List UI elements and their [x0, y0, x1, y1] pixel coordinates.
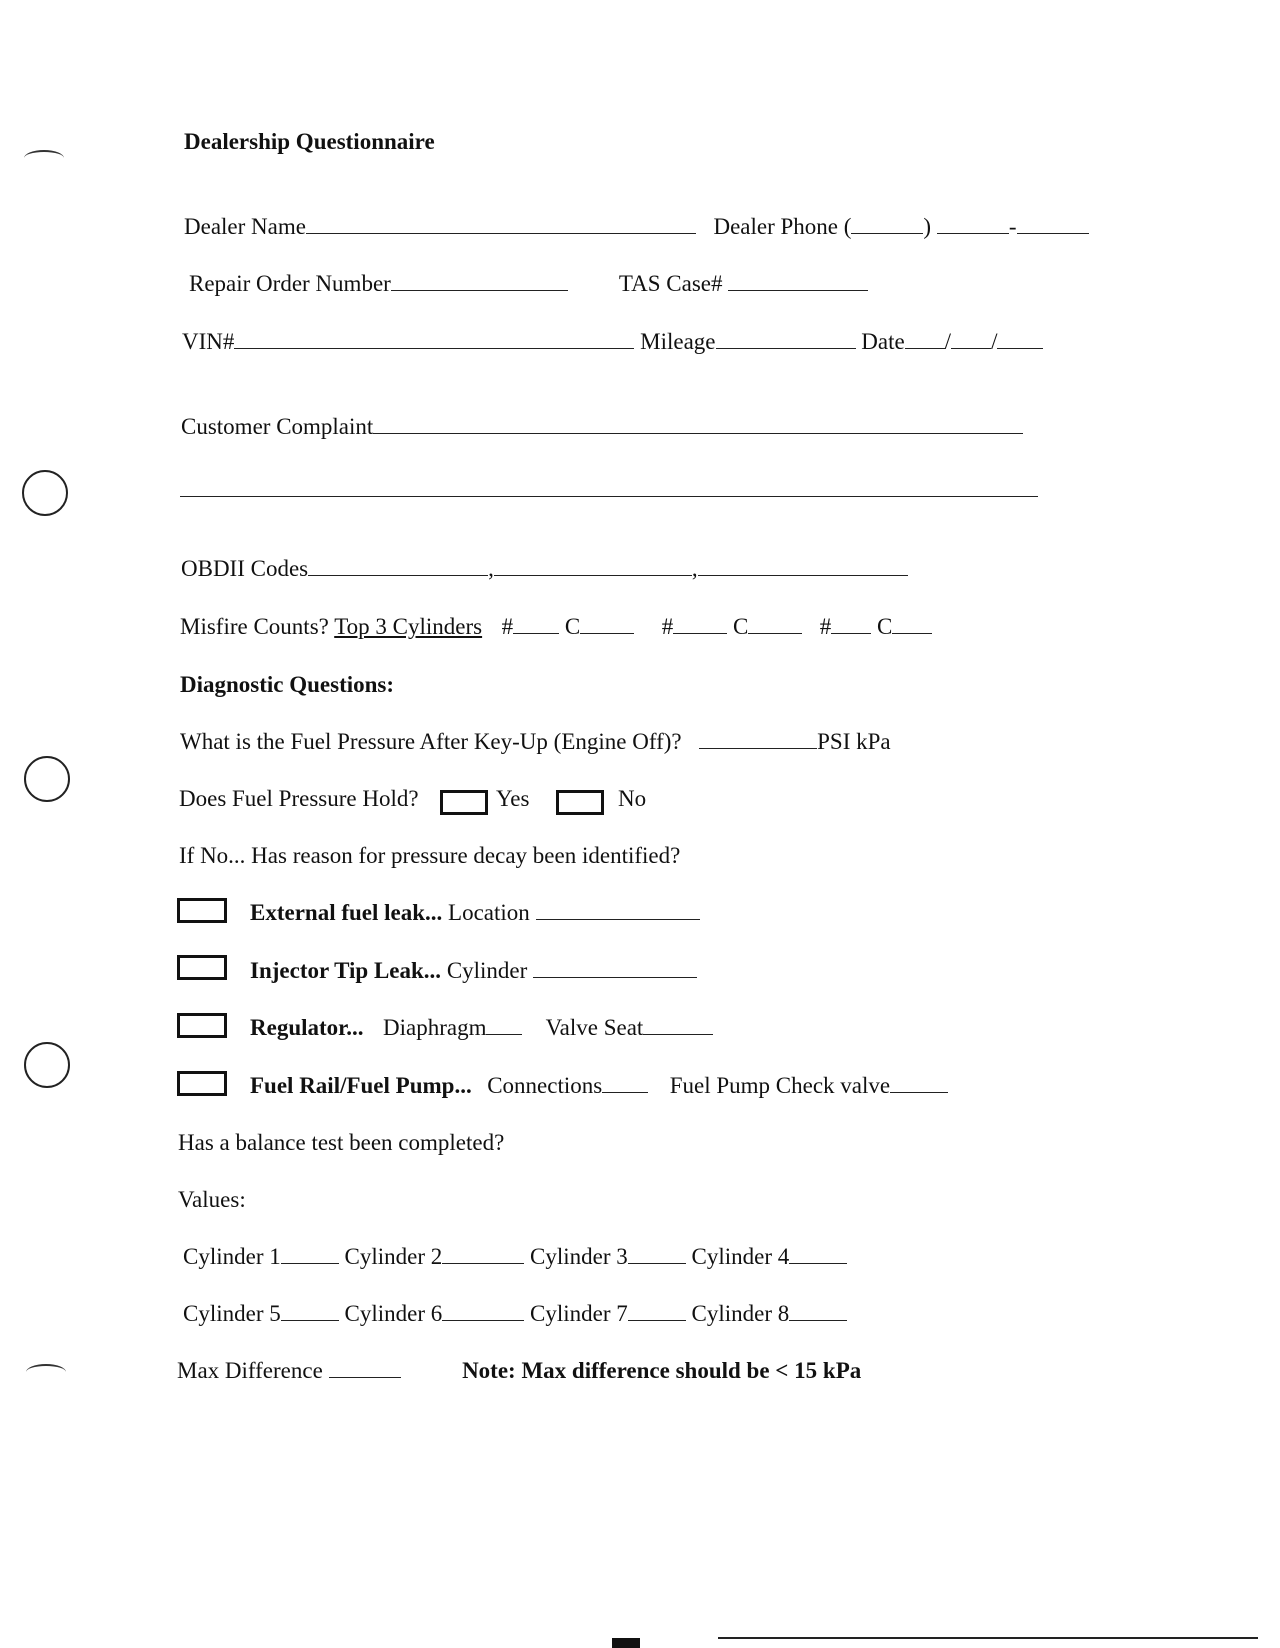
vin-label: VIN#	[182, 329, 235, 354]
external-leak-label: External fuel leak...	[250, 900, 443, 925]
repair-order-label: Repair Order Number	[189, 271, 391, 296]
check-valve-label: Fuel Pump Check valve	[669, 1073, 891, 1098]
obd-sep-2: ,	[691, 556, 698, 581]
dealer-name-field[interactable]	[306, 213, 696, 234]
cylinder-6-label: Cylinder 6	[344, 1301, 443, 1326]
obd-code-1[interactable]	[308, 555, 488, 576]
injector-leak-label: Injector Tip Leak...	[250, 958, 442, 983]
check-valve-field[interactable]	[890, 1072, 948, 1093]
misfire-label: Misfire Counts?	[180, 614, 329, 639]
decay-question: If No... Has reason for pressure decay been identified?	[179, 843, 681, 868]
fuel-rail-checkbox[interactable]	[177, 1071, 227, 1096]
kpa-unit: kPa	[856, 729, 891, 754]
connections-field[interactable]	[602, 1072, 648, 1093]
misfire-hash-3: #	[819, 614, 832, 639]
injector-leak-checkbox[interactable]	[177, 955, 227, 980]
cylinder-7-label: Cylinder 7	[530, 1301, 628, 1326]
footer-mark	[612, 1638, 640, 1648]
misfire-c-3: C	[877, 614, 893, 639]
external-leak-row	[250, 899, 700, 927]
fuel-rail-row	[250, 1072, 948, 1100]
phone-area-field[interactable]	[851, 213, 923, 234]
external-leak-checkbox[interactable]	[177, 898, 227, 923]
date-day-field[interactable]	[951, 328, 991, 349]
repair-row	[189, 270, 868, 298]
max-difference-note: Note: Max difference should be < 15 kPa	[462, 1358, 862, 1383]
diaphragm-field[interactable]	[486, 1014, 522, 1035]
date-slash-1: /	[944, 329, 952, 354]
cylinder-5-field[interactable]	[281, 1300, 339, 1321]
misfire-hash-2: #	[661, 614, 674, 639]
cylinder-1-label: Cylinder 1	[183, 1244, 281, 1269]
external-leak-location-field[interactable]	[536, 899, 700, 920]
dealer-phone-label: Dealer Phone (	[713, 214, 852, 239]
cylinder-8-label: Cylinder 8	[691, 1301, 790, 1326]
misfire-cyl-3[interactable]	[831, 613, 871, 634]
misfire-count-3[interactable]	[892, 613, 932, 634]
phone-close-paren: )	[923, 214, 932, 239]
no-checkbox[interactable]	[556, 790, 604, 815]
diaphragm-label: Diaphragm	[383, 1015, 487, 1040]
injector-leak-cylinder-label: Cylinder	[446, 958, 528, 983]
cylinder-7-field[interactable]	[628, 1300, 686, 1321]
pressure-hold-question: Does Fuel Pressure Hold?	[179, 786, 419, 811]
mileage-field[interactable]	[716, 328, 856, 349]
tas-case-field[interactable]	[728, 270, 868, 291]
cylinder-4-field[interactable]	[789, 1243, 847, 1264]
cylinder-6-field[interactable]	[442, 1300, 524, 1321]
cylinder-8-field[interactable]	[789, 1300, 847, 1321]
max-difference-row	[177, 1357, 861, 1385]
regulator-row	[250, 1014, 713, 1042]
date-label: Date	[861, 329, 905, 354]
cylinder-row-1	[183, 1243, 847, 1271]
punch-hole-2	[24, 756, 70, 802]
values-label: Values:	[178, 1187, 246, 1212]
regulator-checkbox[interactable]	[177, 1013, 227, 1038]
complaint-field-2[interactable]	[180, 496, 1038, 497]
obd-row	[181, 555, 908, 583]
punch-mark-bottom	[26, 1364, 66, 1380]
top3-label: Top 3 Cylinders	[334, 614, 483, 639]
connections-label: Connections	[487, 1073, 603, 1098]
misfire-cyl-2[interactable]	[673, 613, 727, 634]
obd-code-3[interactable]	[698, 555, 908, 576]
cylinder-2-field[interactable]	[442, 1243, 524, 1264]
misfire-row	[180, 613, 932, 641]
max-difference-label: Max Difference	[177, 1358, 323, 1383]
tas-case-label: TAS Case#	[618, 271, 723, 296]
regulator-label: Regulator...	[250, 1015, 364, 1040]
valve-seat-field[interactable]	[643, 1014, 713, 1035]
dealer-row	[184, 213, 1089, 241]
cylinder-row-2	[183, 1300, 847, 1328]
obd-code-2[interactable]	[494, 555, 692, 576]
obd-sep-1: ,	[488, 556, 494, 581]
punch-hole-1	[22, 470, 68, 516]
mileage-label: Mileage	[640, 329, 716, 354]
footer-rule	[718, 1637, 1258, 1639]
repair-order-field[interactable]	[391, 270, 568, 291]
punch-hole-3	[24, 1042, 70, 1088]
misfire-count-2[interactable]	[748, 613, 802, 634]
external-leak-location-label: Location	[448, 900, 530, 925]
psi-unit: PSI	[817, 729, 851, 754]
yes-label: Yes	[496, 786, 530, 811]
misfire-hash-1: #	[501, 614, 514, 639]
cylinder-5-label: Cylinder 5	[183, 1301, 281, 1326]
misfire-cyl-1[interactable]	[513, 613, 559, 634]
cylinder-3-label: Cylinder 3	[530, 1244, 628, 1269]
cylinder-4-label: Cylinder 4	[691, 1244, 790, 1269]
date-slash-2: /	[991, 329, 998, 354]
fuel-pressure-question: What is the Fuel Pressure After Key-Up (Engine Off)?	[180, 729, 682, 754]
valve-seat-label: Valve Seat	[545, 1015, 644, 1040]
misfire-count-1[interactable]	[580, 613, 634, 634]
fuel-pressure-field[interactable]	[699, 728, 817, 749]
phone-line-field[interactable]	[1017, 213, 1089, 234]
fuel-pressure-row	[180, 728, 891, 756]
misfire-c-2: C	[732, 614, 749, 639]
page-title: Dealership Questionnaire	[184, 129, 435, 154]
date-year-field[interactable]	[997, 328, 1043, 349]
balance-question: Has a balance test been completed?	[178, 1130, 505, 1155]
fuel-rail-label: Fuel Rail/Fuel Pump...	[250, 1073, 472, 1098]
obd-label: OBDII Codes	[181, 556, 309, 581]
complaint-row	[181, 413, 1023, 441]
punch-mark-top	[24, 150, 64, 166]
complaint-label: Customer Complaint	[181, 414, 374, 439]
cylinder-2-label: Cylinder 2	[344, 1244, 443, 1269]
diagnostic-heading: Diagnostic Questions:	[180, 672, 395, 697]
no-label: No	[618, 786, 647, 811]
dealer-name-label: Dealer Name	[184, 214, 306, 239]
vin-row	[182, 328, 1043, 356]
injector-leak-cylinder-field[interactable]	[533, 957, 697, 978]
misfire-c-1: C	[564, 614, 581, 639]
complaint-field-1[interactable]	[373, 413, 1023, 434]
cylinder-1-field[interactable]	[281, 1243, 339, 1264]
cylinder-3-field[interactable]	[628, 1243, 686, 1264]
injector-leak-row	[250, 957, 697, 985]
max-difference-field[interactable]	[329, 1357, 401, 1378]
phone-dash: -	[1008, 214, 1017, 239]
date-month-field[interactable]	[905, 328, 945, 349]
vin-field[interactable]	[234, 328, 634, 349]
yes-checkbox[interactable]	[440, 790, 488, 815]
phone-prefix-field[interactable]	[937, 213, 1009, 234]
pressure-hold-row	[179, 785, 419, 813]
